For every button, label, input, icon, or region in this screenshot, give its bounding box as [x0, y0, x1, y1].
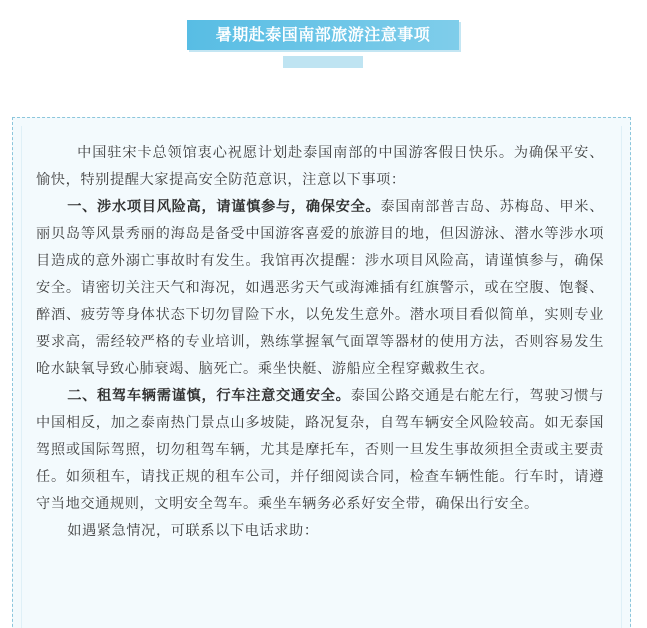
section-paragraph-2 — [36, 383, 604, 518]
section-heading-1: 一、涉水项目风险高，请谨慎参与，确保安全。 — [67, 199, 381, 215]
title-wrap — [187, 20, 459, 52]
section-heading-2: 二、租驾车辆需谨慎，行车注意交通安全。 — [67, 388, 351, 404]
title-decoration-bar — [283, 56, 363, 68]
section-body-2: 泰国公路交通是右舵左行，驾驶习惯与中国相反，加之泰南热门景点山多坡陡，路况复杂，自驾车辆安全风险较高。如无泰国驾照或国际驾照，切勿租驾车辆，尤其是摩托车，否则一旦发生事故须担全责或主要责任。如须租车，请找正规的租车公司，并仔细阅读合同，检查车辆性能。行车时，请遵守当地交通规则，文明安全驾车。乘坐车辆务必系好安全带，确保出行安全。 — [36, 388, 604, 512]
page-title: 暑期赴泰国南部旅游注意事项 — [187, 20, 459, 50]
intro-paragraph: 中国驻宋卡总领馆衷心祝愿计划赴泰国南部的中国游客假日快乐。为确保平安、愉快，特别提醒大家提高安全防范意识，注意以下事项： — [36, 145, 604, 188]
section-paragraph-1 — [36, 194, 604, 383]
section-body-1: 泰国南部普吉岛、苏梅岛、甲米、丽贝岛等风景秀丽的海岛是备受中国游客喜爱的旅游目的地，但因游泳、潜水等涉水项目造成的意外溺亡事故时有发生。我馆再次提醒：涉水项目风险高，请谨慎参与，确保安全。请密切关注天气和海况，如遇恶劣天气或海滩插有红旗警示，或在空腹、饱餐、醉酒、疲劳等身体状态下切勿冒险下水，以免发生意外。潜水项目看似简单，实则专业要求高，需经较严格的专业培训，熟练掌握氧气面罩等器材的使用方法，否则容易发生呛水缺氧导致心肺衰竭、脑死亡。乘坐快艇、游船应全程穿戴救生衣。 — [36, 199, 604, 377]
notice-text — [36, 140, 604, 545]
closing-paragraph: 如遇紧急情况，可联系以下电话求助： — [67, 523, 319, 539]
